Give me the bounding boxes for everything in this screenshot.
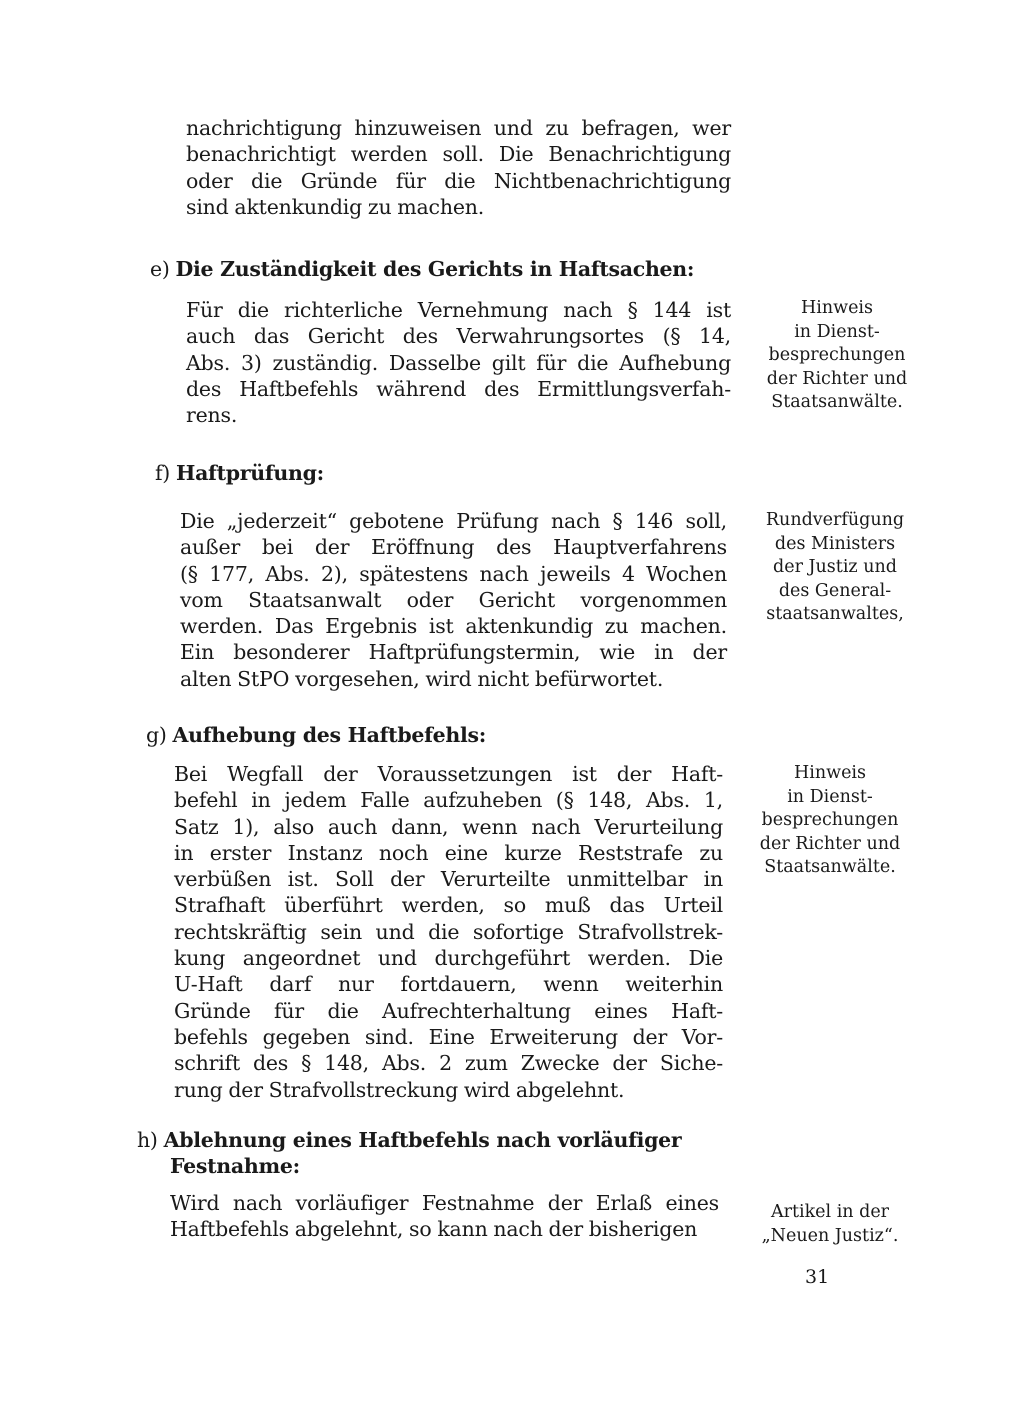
note-line: Rundverfügung <box>765 510 905 530</box>
section-label: g) <box>146 723 167 747</box>
note-line: der Richter und <box>766 368 908 389</box>
text-line: Ein besonderer Haftprüfungstermin, wie in der <box>180 640 727 665</box>
text-line: vom Staatsanwalt oder Gericht vorgenommen <box>180 587 727 612</box>
text-line: rechtskräftig sein und die sofortige Strafvollstrek- <box>174 919 723 944</box>
section-title: Ablehnung eines Haftbefehls nach vorläufiger <box>163 1128 682 1152</box>
text-line: Gründe für die Aufrechterhaltung eines Haft- <box>174 998 723 1023</box>
text-line: werden. Das Ergebnis ist aktenkundig zu machen. <box>180 614 727 639</box>
section-label: f) <box>155 461 170 485</box>
note-line: staatsanwaltes, <box>766 604 904 624</box>
note-line: der Justiz und <box>773 557 897 577</box>
note-line: in Dienst- <box>787 786 873 807</box>
section-label: e) <box>150 257 170 281</box>
text-line: Die „jederzeit“ gebotene Prüfung nach § 146 soll, <box>180 509 727 533</box>
note-line: Artikel in der <box>770 1202 890 1222</box>
text-line: rens. <box>186 403 238 428</box>
note-line: „Neuen Justiz“. <box>761 1225 899 1246</box>
text-line: des Haftbefehls während des Ermittlungsverfah- <box>186 376 731 401</box>
text-line: verbüßen ist. Soll der Verurteilte unmittelbar in <box>174 867 723 892</box>
text-line: befehls gegeben sind. Eine Erweiterung der Vor- <box>174 1024 723 1049</box>
text-line: Haftbefehls abgelehnt, so kann nach der bisherigen <box>170 1217 698 1242</box>
note-line: besprechungen <box>768 345 906 365</box>
section-heading-h <box>137 1127 681 1153</box>
text-line: (§ 177, Abs. 2), spätestens nach jeweils 4 Wochen <box>180 561 727 586</box>
section-title: Aufhebung des Haftbefehls: <box>172 723 486 747</box>
text-line: Wird nach vorläufiger Festnahme der Erlaß eines <box>170 1191 719 1215</box>
text-line: Abs. 3) zuständig. Dasselbe gilt für die Aufhebung <box>186 350 731 375</box>
intro-paragraph <box>186 115 731 220</box>
section-paragraph-h <box>170 1190 719 1243</box>
section-title: Haftprüfung: <box>176 461 324 485</box>
text-line: U-Haft darf nur fortdauern, wenn weiterhin <box>174 972 723 997</box>
text-line: kung angeordnet und durchgeführt werden. Die <box>174 946 723 971</box>
text-line: Bei Wegfall der Voraussetzungen ist der Haft- <box>174 762 723 786</box>
section-paragraph-g <box>174 761 723 1103</box>
text-line: Für die richterliche Vernehmung nach § 144 ist <box>186 298 731 322</box>
section-title: Festnahme: <box>170 1154 300 1178</box>
text-line: in erster Instanz noch eine kurze Reststrafe zu <box>174 840 723 865</box>
note-line: besprechungen <box>761 810 899 830</box>
margin-note-e <box>752 297 922 415</box>
section-heading-e <box>150 256 694 282</box>
text-line: oder die Gründe für die Nichtbenachrichtigung <box>186 168 731 193</box>
text-line: schrift des § 148, Abs. 2 zum Zwecke der Siche- <box>174 1051 723 1076</box>
note-line: Hinweis <box>800 298 874 318</box>
text-line: alten StPO vorgesehen, wird nicht befürwortet. <box>180 666 664 691</box>
text-line: befehl in jedem Falle aufzuheben (§ 148, Abs. 1, <box>174 788 723 813</box>
text-line: außer bei der Eröffnung des Hauptverfahrens <box>180 535 727 560</box>
text-line: benachrichtigt werden soll. Die Benachrichtigung <box>186 142 731 167</box>
section-heading-f <box>155 460 324 486</box>
section-heading-h-continued <box>170 1153 300 1179</box>
note-line: des Ministers <box>774 533 896 554</box>
margin-note-f <box>750 509 920 627</box>
note-line: der Richter und <box>759 833 901 854</box>
text-line: Strafhaft überführt werden, so muß das Urteil <box>174 893 723 918</box>
text-line: rung der Strafvollstreckung wird abgelehnt. <box>174 1077 625 1102</box>
section-label: h) <box>137 1128 158 1152</box>
margin-note-g <box>745 762 915 880</box>
margin-note-h <box>740 1201 920 1248</box>
section-heading-g <box>146 722 486 748</box>
note-line: des General- <box>778 580 892 601</box>
note-line: in Dienst- <box>794 321 880 342</box>
note-line: Staatsanwälte. <box>771 392 903 412</box>
text-line: Satz 1), also auch dann, wenn nach Verurteilung <box>174 814 723 839</box>
text-line: auch das Gericht des Verwahrungsortes (§ 14, <box>186 324 731 349</box>
text-line: nachrichtigung hinzuweisen und zu befragen, wer <box>186 116 731 140</box>
section-paragraph-e <box>186 297 731 428</box>
note-line: Hinweis <box>793 763 867 783</box>
section-title: Die Zuständigkeit des Gerichts in Haftsachen: <box>175 257 695 281</box>
section-paragraph-f <box>180 508 727 692</box>
page-number: 31 <box>805 1266 830 1288</box>
text-line: sind aktenkundig zu machen. <box>186 194 485 219</box>
note-line: Staatsanwälte. <box>764 857 896 877</box>
